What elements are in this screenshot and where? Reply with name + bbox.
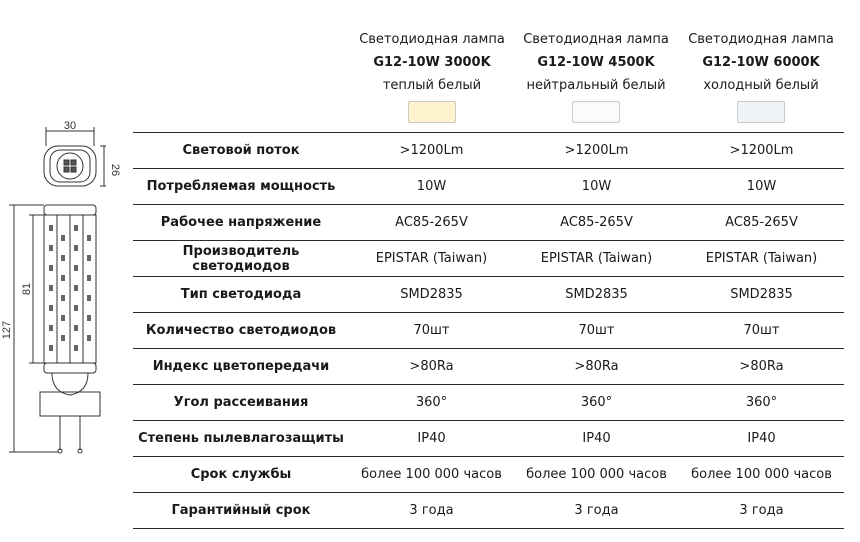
table-cell: IP40	[747, 431, 776, 446]
column-model: G12-10W 4500K	[537, 55, 655, 70]
table-cell: AC85-265V	[725, 215, 798, 230]
row-label: Потребляемая мощность	[146, 179, 336, 194]
row-label: Гарантийный срок	[171, 503, 311, 518]
table-cell: >80Ra	[739, 359, 784, 374]
table-cell: SMD2835	[565, 287, 628, 302]
table-row	[133, 205, 844, 241]
table-cell: EPISTAR (Taiwan)	[375, 251, 488, 266]
row-label: Количество светодиодов	[145, 323, 337, 338]
table-row	[133, 277, 844, 313]
table-row	[133, 493, 844, 529]
table-cell: AC85-265V	[395, 215, 468, 230]
table-row	[133, 349, 844, 385]
table-cell: 3 года	[739, 503, 784, 518]
table-cell: >1200Lm	[564, 143, 629, 158]
row-label: Индекс цветопередачи	[152, 359, 330, 374]
table-cell: 10W	[581, 179, 612, 194]
row-label: Степень пылевлагозащиты	[138, 431, 344, 446]
table-cell: 360°	[580, 395, 613, 410]
lamp-side-view	[9, 205, 100, 453]
table-cell: более 100 000 часов	[691, 467, 832, 482]
row-label: Рабочее напряжение	[160, 215, 322, 230]
table-row	[133, 241, 844, 277]
table-cell: 3 года	[574, 503, 619, 518]
column-tone: холодный белый	[703, 78, 819, 93]
table-cell: 70шт	[743, 323, 780, 338]
table-cell: 10W	[416, 179, 447, 194]
row-label: Угол рассеивания	[173, 395, 309, 410]
table-cell: EPISTAR (Taiwan)	[705, 251, 818, 266]
dim-top-height-label: 26	[109, 163, 121, 177]
column-product-type: Светодиодная лампа	[688, 32, 834, 47]
color-swatch-neutral	[572, 101, 620, 123]
column-product-type: Светодиодная лампа	[359, 32, 505, 47]
column-tone: теплый белый	[382, 78, 482, 93]
row-label: Световой поток	[182, 143, 300, 158]
table-cell: SMD2835	[730, 287, 793, 302]
table-cell: более 100 000 часов	[361, 467, 502, 482]
lamp-top-view	[44, 127, 106, 186]
color-swatch-warm	[408, 101, 456, 123]
table-cell: EPISTAR (Taiwan)	[540, 251, 653, 266]
column-model: G12-10W 3000K	[373, 55, 491, 70]
table-row	[133, 133, 844, 169]
table-cell: более 100 000 часов	[526, 467, 667, 482]
column-header-6000k	[676, 28, 846, 123]
column-product-type: Светодиодная лампа	[523, 32, 669, 47]
table-cell: >1200Lm	[399, 143, 464, 158]
table-row	[133, 169, 844, 205]
row-label: Производитель светодиодов	[182, 243, 300, 274]
column-model: G12-10W 6000K	[702, 55, 820, 70]
row-label: Срок службы	[190, 467, 292, 482]
color-swatch-cold	[737, 101, 785, 123]
spec-table	[133, 132, 844, 529]
table-cell: 360°	[745, 395, 778, 410]
table-row	[133, 313, 844, 349]
column-header-3000k	[347, 28, 517, 123]
table-cell: 3 года	[409, 503, 454, 518]
dim-body-label: 81	[21, 282, 33, 296]
dim-total-label: 127	[1, 320, 13, 340]
table-cell: 360°	[415, 395, 448, 410]
table-cell: IP40	[417, 431, 446, 446]
lamp-technical-drawing	[0, 0, 130, 542]
table-row	[133, 457, 844, 493]
table-row	[133, 421, 844, 457]
row-label: Тип светодиода	[180, 287, 302, 302]
column-header-4500k	[511, 28, 681, 123]
column-tone: нейтральный белый	[526, 78, 666, 93]
table-cell: SMD2835	[400, 287, 463, 302]
table-cell: AC85-265V	[560, 215, 633, 230]
table-cell: IP40	[582, 431, 611, 446]
table-cell: 70шт	[578, 323, 615, 338]
dim-width-label: 30	[63, 120, 77, 132]
table-cell: >80Ra	[574, 359, 619, 374]
table-cell: >80Ra	[409, 359, 454, 374]
table-row	[133, 385, 844, 421]
table-cell: 70шт	[413, 323, 450, 338]
table-cell: >1200Lm	[729, 143, 794, 158]
table-cell: 10W	[746, 179, 777, 194]
